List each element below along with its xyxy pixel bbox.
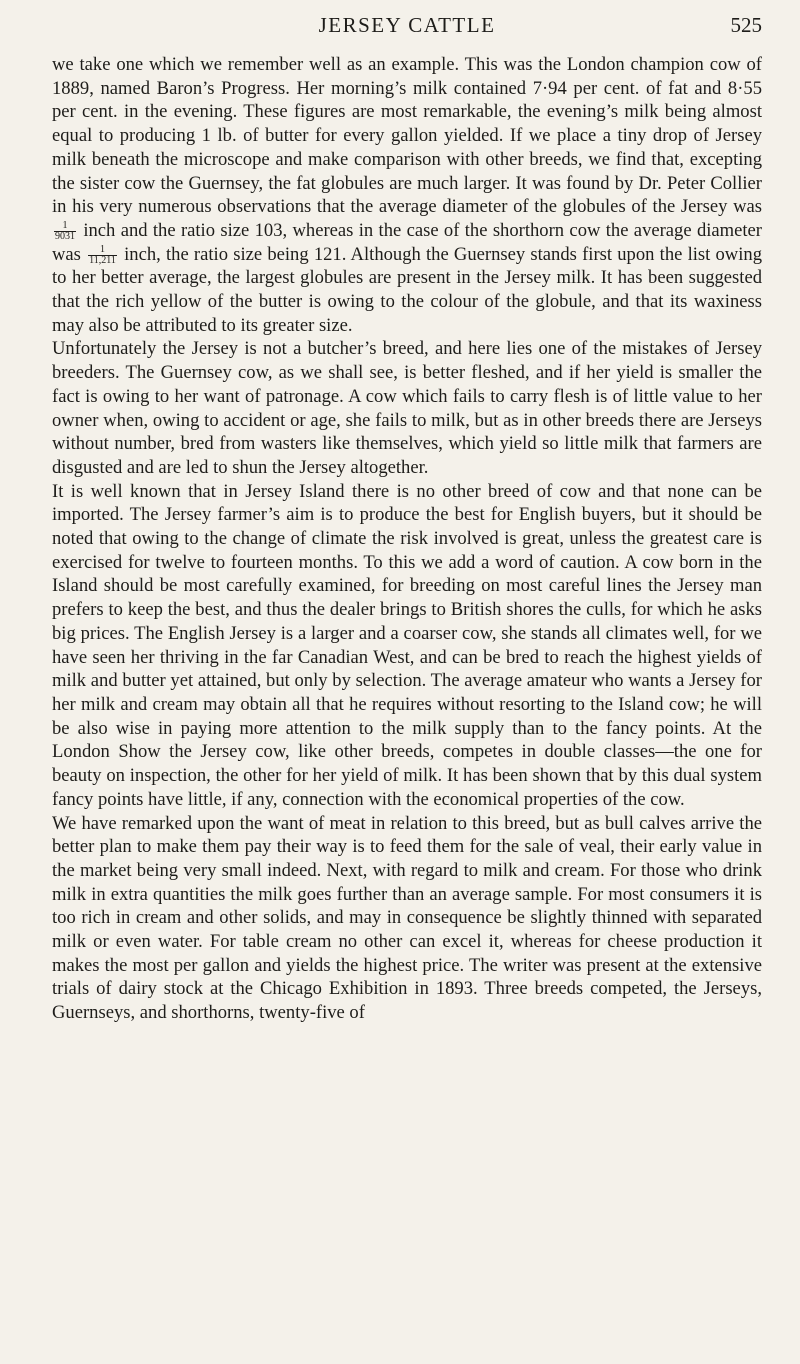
- paragraph-1: [52, 53, 762, 337]
- paragraph-4: We have remarked upon the want of meat in relation to this breed, but as bull calves arrive the better plan to make them pay their way is to feed them for the sale of veal, their early value in the market being very small indeed. Next, with regard to milk and cream. For those who drink milk in extra quantities the milk goes further than an average sample. For most consumers it is too rich in cream and other solids, and may in consequence be slightly thinned with separated milk or even water. For table cream no other can excel it, whereas for cheese production it makes the most per gallon and yields the highest price. The writer was present at the extensive trials of dairy stock at the Chicago Exhibition in 1893. Three breeds competed, the Jerseys, Guernseys, and shorthorns, twenty-five of: [52, 812, 762, 1024]
- fraction-denominator: 11,211: [89, 254, 116, 266]
- fraction-numerator: 1: [88, 245, 117, 256]
- page-number: 525: [730, 13, 762, 37]
- paragraph-3: It is well known that in Jersey Island there is no other breed of cow and that none can be imported. The Jersey farmer’s aim is to produce the best for English buyers, but it should be noted that owing to the change of climate the risk involved is great, unless the greatest care is exercised for twelve to fourteen months. To this we add a word of caution. A cow born in the Island should be most carefully examined, for breeding on most careful lines the Jersey man prefers to keep the best, and thus the dealer brings to British shores the culls, for which he asks big prices. The English Jersey is a larger and a coarser cow, she stands all climates well, for we have seen her thriving in the far Canadian West, and can be bred to reach the highest yields of milk and butter yet attained, but only by selection. The average amateur who wants a Jersey for her milk and cream may obtain all that he requires without resorting to the Island cow; he will be also wise in paying more attention to the milk supply than to the fancy points. At the London Show the Jersey cow, like other breeds, competes in double classes—the one for beauty on inspection, the other for her yield of milk. It has been shown that by this dual system fancy points have little, if any, connection with the economical properties of the cow.: [52, 480, 762, 810]
- paragraph-1-part-a: we take one which we remember well as an example. This was the London champion cow of 1889, named Baron’s Progress. Her morning’s milk contained 7·94 per cent. of fat and 8·55 per cent. in the evening. These figures are most remarkable, the evening’s milk being almost equal to producing 1 lb. of butter for every gallon yielded. If we place a tiny drop of Jersey milk beneath the microscope and make comparison with other breeds, we find that, excepting the sister cow the Guernsey, the fat globules are much larger. It was found by Dr. Peter Collier in his very numerous observations that the average diameter of the globules of the Jersey was: [52, 54, 762, 218]
- paragraph-1-part-c: inch, the ratio size being 121. Although the Guernsey stands first upon the list owing to her better average, the largest globules are present in the Jersey milk. It has been suggested that the rich yellow of the butter is owing to the colour of the globule, and that its waxiness may also be attributed to its greater size.: [52, 243, 762, 336]
- running-head: [52, 10, 762, 40]
- fraction-jersey-diameter: [54, 221, 76, 242]
- running-title: JERSEY CATTLE: [318, 13, 496, 37]
- body-text: [52, 53, 762, 1025]
- paragraph-1-part-b: inch and the ratio size 103, whereas in the case of the shorthorn cow the average diameter was: [52, 219, 762, 265]
- paragraph-2: Unfortunately the Jersey is not a butcher’s breed, and here lies one of the mistakes of Jersey breeders. The Guernsey cow, as we shall see, is better fleshed, and if her yield is smaller the fact is owing to her want of patronage. A cow which fails to carry flesh is of little value to her owner when, owing to accident or age, she fails to milk, but as in other breeds there are Jerseys without number, bred from wasters like themselves, which yield so little milk that farmers are disgusted and are led to shun the Jersey altogether.: [52, 338, 762, 478]
- fraction-denominator: 9031: [55, 230, 75, 242]
- fraction-numerator: 1: [54, 221, 76, 232]
- fraction-shorthorn-diameter: [88, 245, 117, 266]
